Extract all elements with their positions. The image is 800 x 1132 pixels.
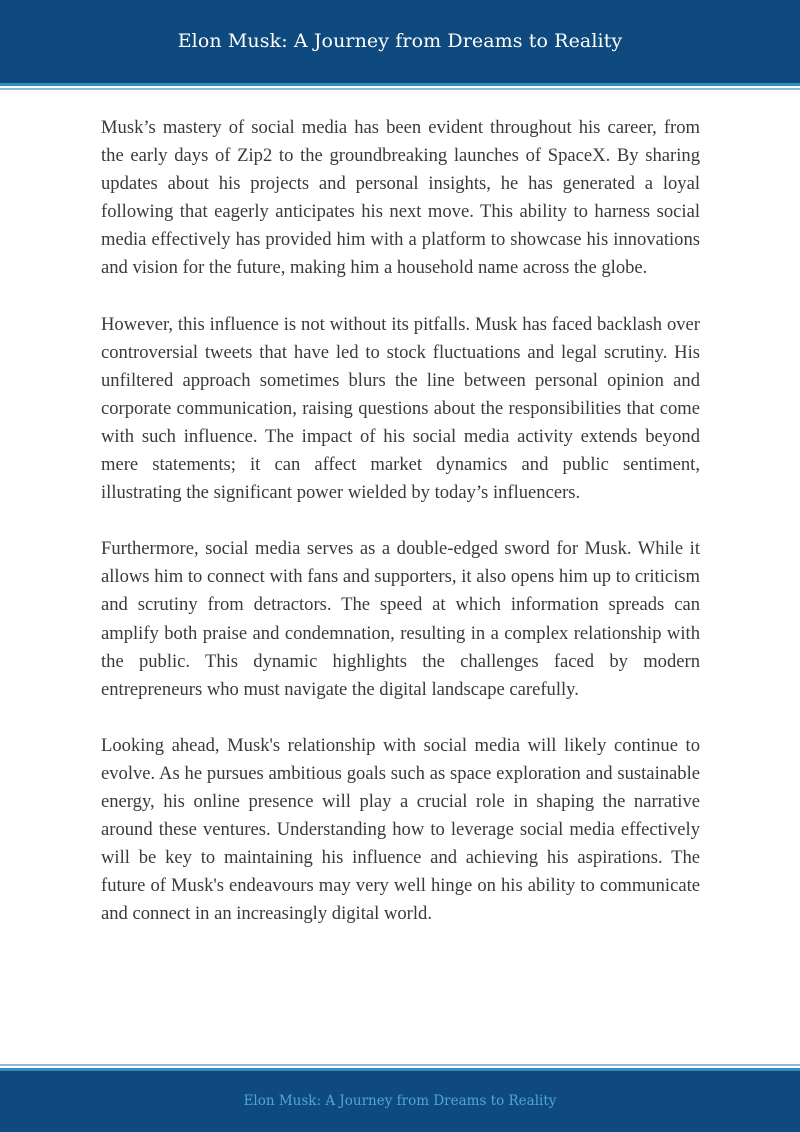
body-paragraph-2: However, this influence is not without its pitfalls. Musk has faced backlash over controversial tweets that have led to stock fluctuations and legal scrutiny. His unfiltered approach sometimes blurs the line between personal opinion and corporate communication, raising questions about the responsibilities that come with such influence. The impact of his social media activity extends beyond mere statements; it can affect market dynamics and public sentiment, illustrating the significant power wielded by today’s influencers. — [101, 313, 700, 504]
body-paragraph-1: Musk’s mastery of social media has been evident throughout his career, from the early days of Zip2 to the groundbreaking launches of SpaceX. By sharing updates about his projects and personal insights, he has generated a loyal following that eagerly anticipates his next move. This ability to harness social media effectively has provided him with a platform to showcase his innovations and vision for the future, making him a household name across the globe. — [101, 117, 700, 279]
page-body — [101, 114, 700, 956]
page-header — [0, 0, 800, 83]
page-footer — [0, 1071, 800, 1132]
body-paragraph-3: Furthermore, social media serves as a double-edged sword for Musk. While it allows him to connect with fans and supporters, it also opens him up to criticism and scrutiny from detractors. The speed at which information spreads can amplify both praise and condemnation, resulting in a complex relationship with the public. This dynamic highlights the challenges faced by modern entrepreneurs who must navigate the digital landscape carefully. — [101, 538, 700, 700]
footer-title: Elon Musk: A Journey from Dreams to Reality — [243, 1092, 557, 1109]
body-paragraph-4: Looking ahead, Musk's relationship with social media will likely continue to evolve. As he pursues ambitious goals such as space exploration and sustainable energy, his online presence will play a crucial role in shaping the narrative around these ventures. Understanding how to leverage social media effectively will be key to maintaining his influence and achieving his aspirations. The future of Musk's endeavours may very well hinge on his ability to communicate and connect in an increasingly digital world. — [101, 734, 700, 925]
header-thin-rule — [0, 88, 800, 90]
header-title: Elon Musk: A Journey from Dreams to Reality — [177, 29, 623, 52]
